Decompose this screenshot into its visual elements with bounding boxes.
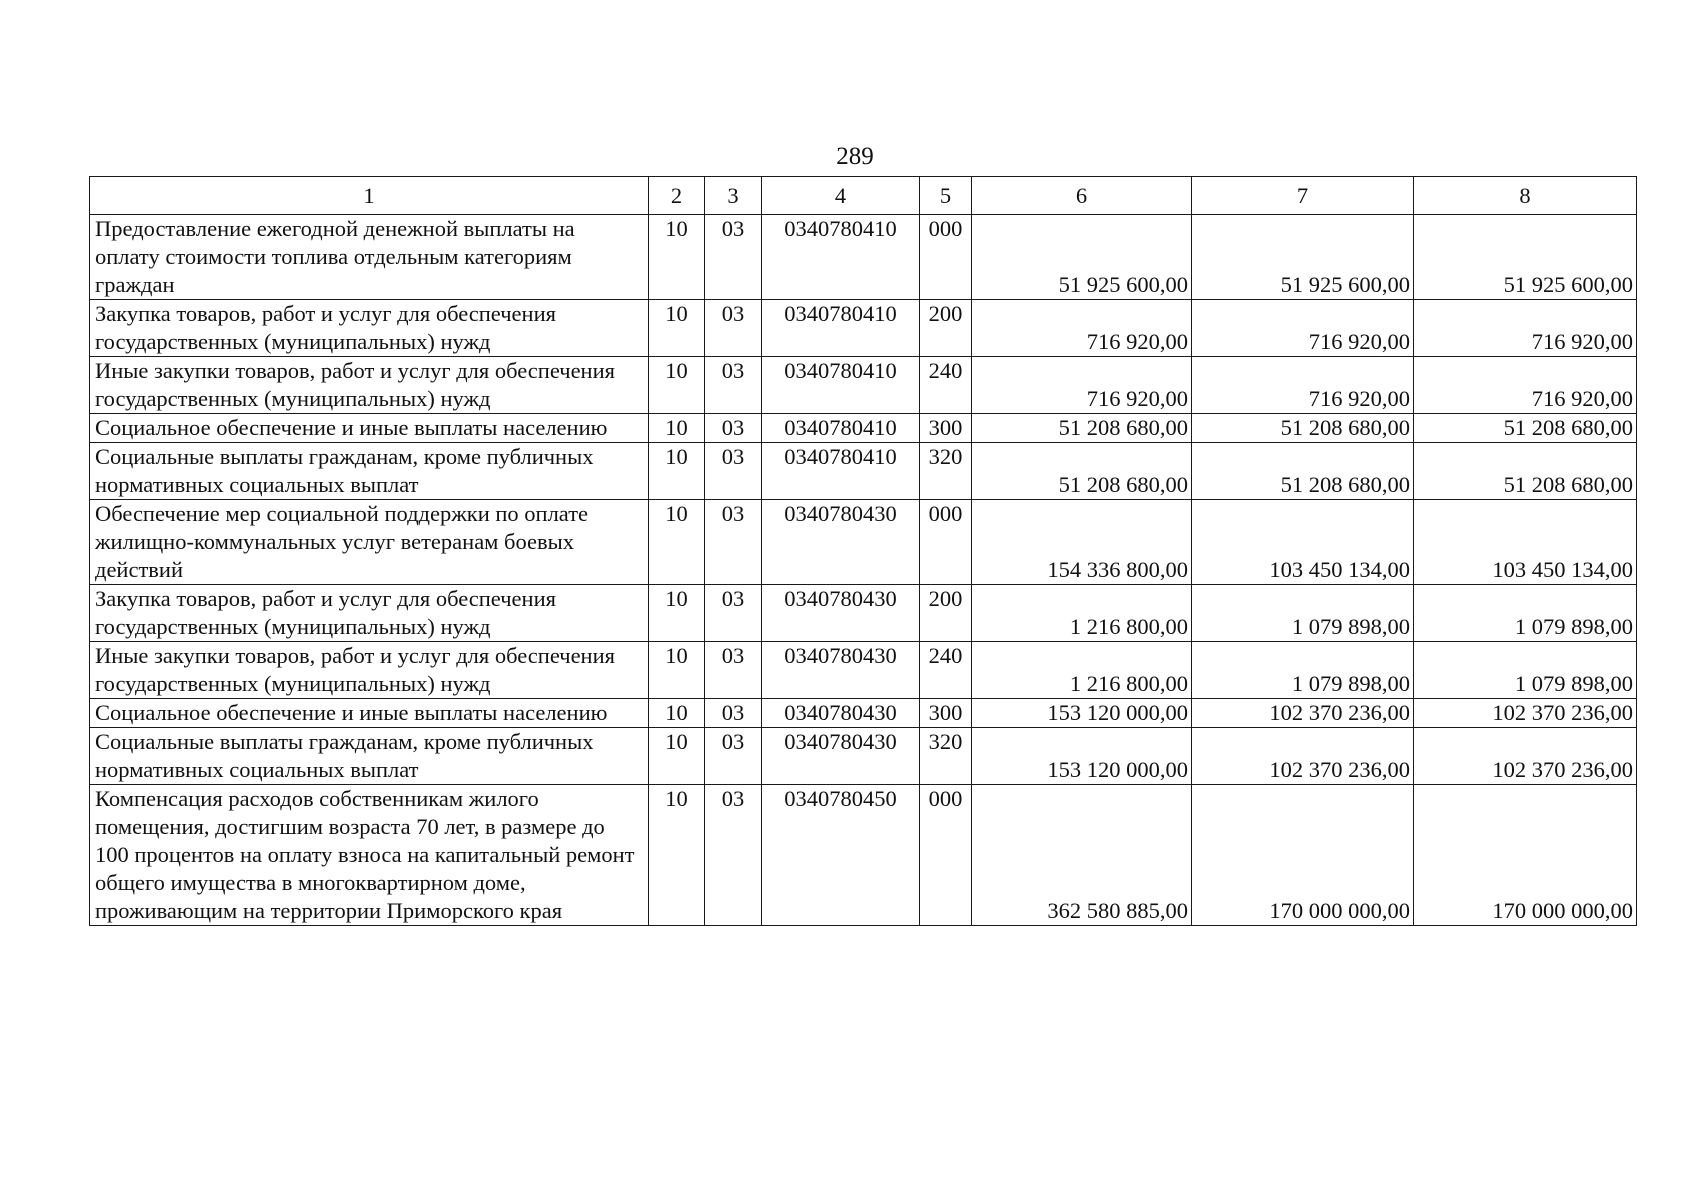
cell-target-article: 0340780410 bbox=[762, 215, 920, 300]
cell-subsection: 03 bbox=[705, 699, 762, 728]
cell-target-article: 0340780430 bbox=[762, 585, 920, 642]
cell-subsection: 03 bbox=[705, 414, 762, 443]
cell-amount-8: 51 925 600,00 bbox=[1414, 215, 1637, 300]
cell-amount-8: 716 920,00 bbox=[1414, 357, 1637, 414]
cell-target-article: 0340780450 bbox=[762, 785, 920, 926]
column-header: 8 bbox=[1414, 177, 1637, 215]
column-header: 6 bbox=[972, 177, 1192, 215]
cell-subsection: 03 bbox=[705, 215, 762, 300]
table-row bbox=[90, 500, 1637, 585]
cell-amount-8: 1 079 898,00 bbox=[1414, 642, 1637, 699]
cell-amount-6: 1 216 800,00 bbox=[972, 585, 1192, 642]
cell-amount-7: 103 450 134,00 bbox=[1192, 500, 1414, 585]
cell-section: 10 bbox=[649, 300, 705, 357]
cell-target-article: 0340780410 bbox=[762, 414, 920, 443]
table-row bbox=[90, 357, 1637, 414]
cell-amount-8: 102 370 236,00 bbox=[1414, 699, 1637, 728]
cell-description: Обеспечение мер социальной поддержки по оплате жилищно-коммунальных услуг ветеранам боевых действий bbox=[90, 500, 649, 585]
cell-amount-7: 102 370 236,00 bbox=[1192, 699, 1414, 728]
table-row bbox=[90, 300, 1637, 357]
cell-amount-8: 170 000 000,00 bbox=[1414, 785, 1637, 926]
cell-subsection: 03 bbox=[705, 500, 762, 585]
table-row bbox=[90, 785, 1637, 926]
table-row bbox=[90, 642, 1637, 699]
cell-subsection: 03 bbox=[705, 585, 762, 642]
cell-amount-7: 51 208 680,00 bbox=[1192, 443, 1414, 500]
cell-amount-8: 716 920,00 bbox=[1414, 300, 1637, 357]
cell-section: 10 bbox=[649, 215, 705, 300]
cell-amount-6: 51 208 680,00 bbox=[972, 443, 1192, 500]
cell-amount-6: 153 120 000,00 bbox=[972, 728, 1192, 785]
table-row bbox=[90, 414, 1637, 443]
budget-table bbox=[89, 176, 1637, 926]
cell-description: Социальные выплаты гражданам, кроме публичных нормативных социальных выплат bbox=[90, 443, 649, 500]
column-header: 2 bbox=[649, 177, 705, 215]
column-header: 5 bbox=[920, 177, 972, 215]
cell-target-article: 0340780430 bbox=[762, 699, 920, 728]
cell-subsection: 03 bbox=[705, 300, 762, 357]
cell-amount-7: 170 000 000,00 bbox=[1192, 785, 1414, 926]
cell-expense-type: 320 bbox=[920, 443, 972, 500]
table-row bbox=[90, 585, 1637, 642]
cell-subsection: 03 bbox=[705, 443, 762, 500]
cell-section: 10 bbox=[649, 728, 705, 785]
column-header: 7 bbox=[1192, 177, 1414, 215]
cell-description: Социальное обеспечение и иные выплаты населению bbox=[90, 414, 649, 443]
cell-description: Социальные выплаты гражданам, кроме публичных нормативных социальных выплат bbox=[90, 728, 649, 785]
cell-subsection: 03 bbox=[705, 785, 762, 926]
cell-section: 10 bbox=[649, 443, 705, 500]
table-row bbox=[90, 443, 1637, 500]
cell-target-article: 0340780430 bbox=[762, 728, 920, 785]
cell-expense-type: 000 bbox=[920, 785, 972, 926]
header-row bbox=[90, 177, 1637, 215]
cell-amount-8: 51 208 680,00 bbox=[1414, 443, 1637, 500]
cell-amount-7: 1 079 898,00 bbox=[1192, 642, 1414, 699]
table-row bbox=[90, 699, 1637, 728]
cell-amount-6: 51 925 600,00 bbox=[972, 215, 1192, 300]
cell-amount-7: 716 920,00 bbox=[1192, 300, 1414, 357]
cell-subsection: 03 bbox=[705, 642, 762, 699]
cell-section: 10 bbox=[649, 414, 705, 443]
cell-amount-6: 51 208 680,00 bbox=[972, 414, 1192, 443]
cell-description: Компенсация расходов собственникам жилого помещения, достигшим возраста 70 лет, в размере до 100 процентов на оплату взноса на капитальный ремонт общего имущества в многоквартирном доме, проживающим на территории Приморского края bbox=[90, 785, 649, 926]
cell-amount-6: 362 580 885,00 bbox=[972, 785, 1192, 926]
cell-expense-type: 000 bbox=[920, 500, 972, 585]
column-header: 1 bbox=[90, 177, 649, 215]
cell-amount-7: 716 920,00 bbox=[1192, 357, 1414, 414]
cell-amount-6: 716 920,00 bbox=[972, 357, 1192, 414]
cell-expense-type: 240 bbox=[920, 357, 972, 414]
page-number: 289 bbox=[836, 143, 874, 170]
column-header: 4 bbox=[762, 177, 920, 215]
cell-amount-7: 51 925 600,00 bbox=[1192, 215, 1414, 300]
cell-target-article: 0340780410 bbox=[762, 443, 920, 500]
cell-description: Иные закупки товаров, работ и услуг для обеспечения государственных (муниципальных) нужд bbox=[90, 642, 649, 699]
cell-expense-type: 300 bbox=[920, 414, 972, 443]
cell-expense-type: 200 bbox=[920, 300, 972, 357]
cell-subsection: 03 bbox=[705, 728, 762, 785]
cell-description: Закупка товаров, работ и услуг для обеспечения государственных (муниципальных) нужд bbox=[90, 300, 649, 357]
cell-section: 10 bbox=[649, 699, 705, 728]
cell-target-article: 0340780430 bbox=[762, 642, 920, 699]
cell-expense-type: 240 bbox=[920, 642, 972, 699]
cell-amount-6: 1 216 800,00 bbox=[972, 642, 1192, 699]
cell-section: 10 bbox=[649, 785, 705, 926]
cell-subsection: 03 bbox=[705, 357, 762, 414]
cell-expense-type: 200 bbox=[920, 585, 972, 642]
cell-expense-type: 300 bbox=[920, 699, 972, 728]
cell-amount-8: 102 370 236,00 bbox=[1414, 728, 1637, 785]
cell-amount-6: 153 120 000,00 bbox=[972, 699, 1192, 728]
cell-amount-8: 103 450 134,00 bbox=[1414, 500, 1637, 585]
cell-expense-type: 000 bbox=[920, 215, 972, 300]
cell-section: 10 bbox=[649, 642, 705, 699]
cell-amount-6: 154 336 800,00 bbox=[972, 500, 1192, 585]
table-row bbox=[90, 728, 1637, 785]
cell-target-article: 0340780430 bbox=[762, 500, 920, 585]
column-header: 3 bbox=[705, 177, 762, 215]
cell-description: Иные закупки товаров, работ и услуг для обеспечения государственных (муниципальных) нужд bbox=[90, 357, 649, 414]
cell-target-article: 0340780410 bbox=[762, 357, 920, 414]
cell-section: 10 bbox=[649, 500, 705, 585]
cell-amount-6: 716 920,00 bbox=[972, 300, 1192, 357]
cell-expense-type: 320 bbox=[920, 728, 972, 785]
cell-amount-7: 1 079 898,00 bbox=[1192, 585, 1414, 642]
cell-description: Закупка товаров, работ и услуг для обеспечения государственных (муниципальных) нужд bbox=[90, 585, 649, 642]
cell-section: 10 bbox=[649, 357, 705, 414]
table-row bbox=[90, 215, 1637, 300]
cell-section: 10 bbox=[649, 585, 705, 642]
cell-description: Социальное обеспечение и иные выплаты населению bbox=[90, 699, 649, 728]
cell-target-article: 0340780410 bbox=[762, 300, 920, 357]
cell-description: Предоставление ежегодной денежной выплаты на оплату стоимости топлива отдельным категориям граждан bbox=[90, 215, 649, 300]
cell-amount-8: 1 079 898,00 bbox=[1414, 585, 1637, 642]
cell-amount-7: 102 370 236,00 bbox=[1192, 728, 1414, 785]
cell-amount-7: 51 208 680,00 bbox=[1192, 414, 1414, 443]
cell-amount-8: 51 208 680,00 bbox=[1414, 414, 1637, 443]
